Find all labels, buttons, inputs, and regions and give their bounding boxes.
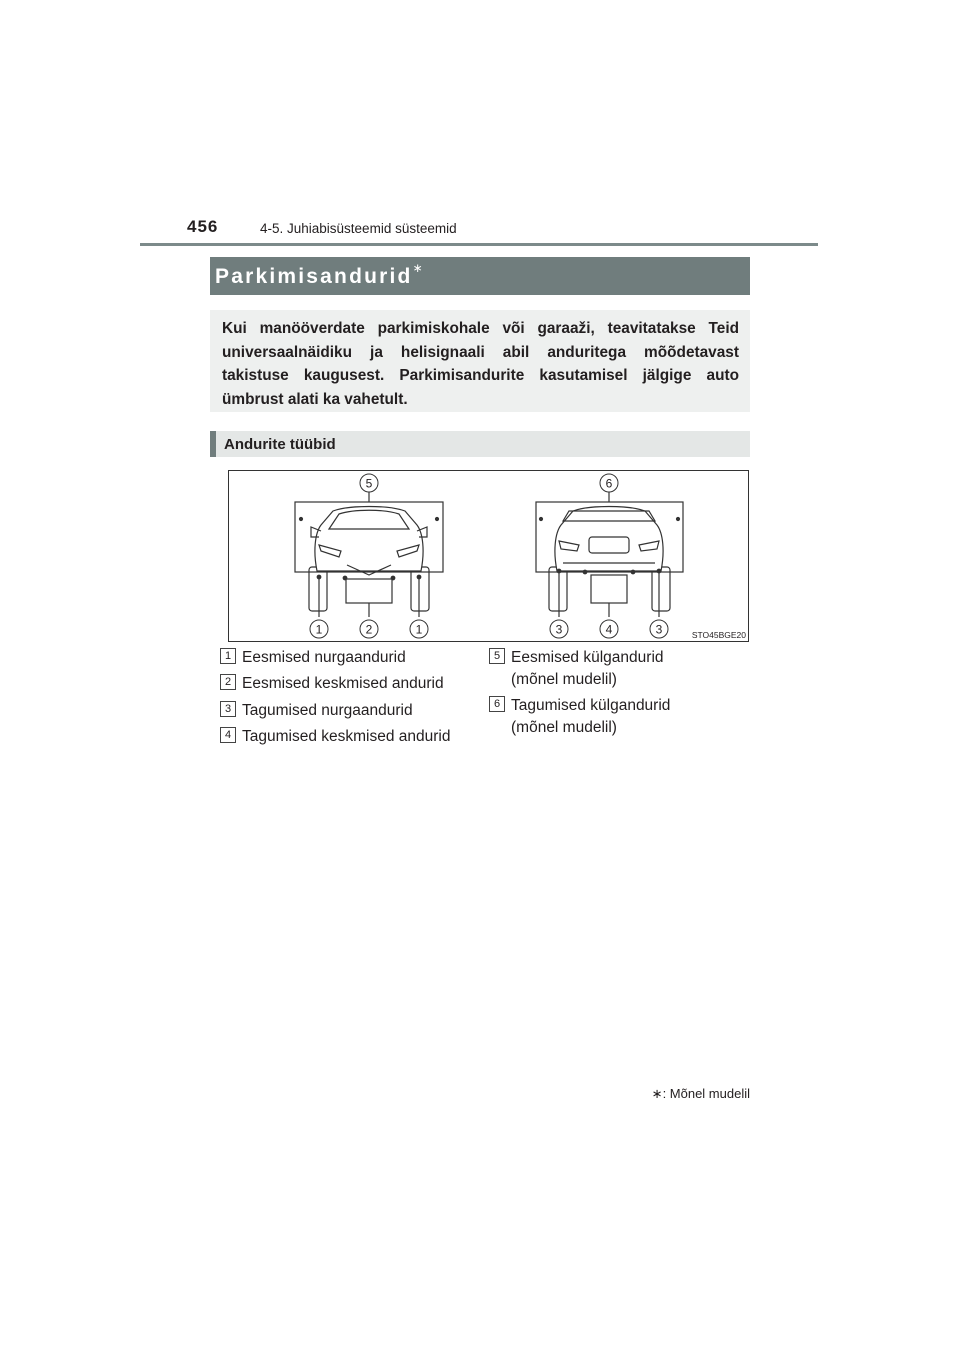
callout-2: 2 (365, 622, 373, 637)
section-title (215, 261, 423, 289)
legend-num-2: 2 (220, 674, 236, 690)
legend-text-6a: Tagumised külgandurid (511, 697, 671, 714)
legend-num-5: 5 (489, 648, 505, 664)
legend-num-6: 6 (489, 696, 505, 712)
header-rule (140, 243, 818, 246)
legend-num-1: 1 (220, 648, 236, 664)
legend-text-2: Eesmised keskmised andurid (242, 675, 444, 692)
callout-1b: 1 (415, 622, 423, 637)
section-title-text: Parkimisandurid (215, 265, 413, 288)
legend-num-3: 3 (220, 701, 236, 717)
footnote: ∗: Mõnel mudelil (651, 1086, 750, 1101)
chapter-title: 4-5. Juhiabisüsteemid süsteemid (260, 221, 457, 236)
subsection-title: Andurite tüübid (224, 436, 336, 453)
callout-3b: 3 (655, 622, 663, 637)
callout-1a: 1 (315, 622, 323, 637)
legend-text-6b: (mõnel mudelil) (511, 719, 617, 736)
legend-text-5b: (mõnel mudelil) (511, 671, 617, 688)
sensor-diagram (228, 470, 749, 642)
legend-text-5a: Eesmised külgandurid (511, 649, 664, 666)
intro-text: Kui manööverdate parkimiskohale või garaaži, teavitatakse Teid universaalnäidiku ja helisignaali abil anduritega mõõdetavast takistuse kaugusest. Parkimisandurite kasutamisel jälgige auto ümbrust alati ka vahetult. (222, 320, 739, 408)
legend-num-4: 4 (220, 727, 236, 743)
legend-text-4: Tagumised keskmised andurid (242, 728, 451, 745)
figure-code: STO45BGE20 (691, 630, 746, 640)
callout-3a: 3 (555, 622, 563, 637)
section-title-mark: ∗ (412, 261, 423, 275)
legend-text-3: Tagumised nurgaandurid (242, 702, 413, 719)
legend-text-1: Eesmised nurgaandurid (242, 649, 406, 666)
front-car-drawing (295, 491, 443, 617)
page-number: 456 (187, 217, 219, 236)
callout-5: 5 (365, 476, 373, 491)
callout-6: 6 (605, 476, 613, 491)
sensor-diagram-svg (229, 471, 750, 643)
callout-4: 4 (605, 622, 613, 637)
rear-car-drawing (536, 491, 683, 617)
